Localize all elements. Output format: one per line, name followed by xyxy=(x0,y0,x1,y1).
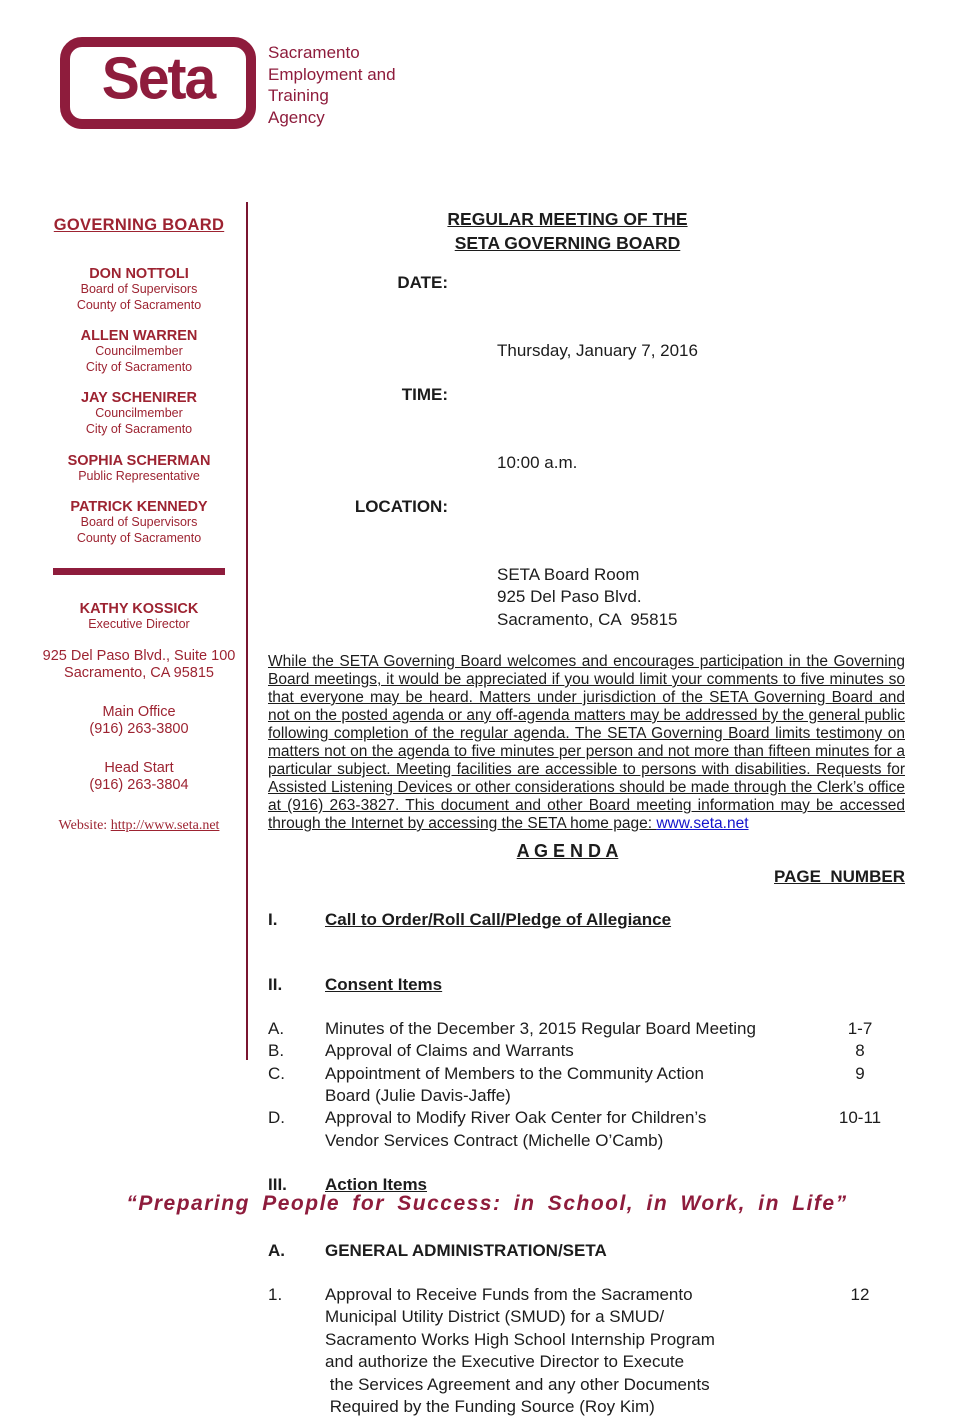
footer-motto: “Preparing People for Success: in School, in Work, in Life” xyxy=(126,1192,848,1215)
detail-label: DATE: xyxy=(397,273,448,292)
board-member-list xyxy=(40,266,238,546)
board-member-title: Public Representative xyxy=(78,468,200,483)
agenda-row-text-line: Minutes of the December 3, 2015 Regular Board Meeting xyxy=(325,1018,756,1038)
agenda-row-text-line: Required by the Funding Source (Roy Kim) xyxy=(325,1397,655,1417)
agenda-row-text-line: the Services Agreement and any other Documents xyxy=(325,1374,710,1394)
contact-list xyxy=(40,704,238,794)
agenda-row-text xyxy=(325,974,815,996)
agenda-row-page-number: 1-7 xyxy=(847,1018,873,1038)
contact-label: Head Start xyxy=(104,759,174,776)
agency-tagline-line: Sacramento xyxy=(268,43,360,62)
board-member-title: Councilmember xyxy=(95,406,183,421)
agenda-row-page-number: 8 xyxy=(855,1041,865,1061)
board-member xyxy=(40,328,238,375)
board-member xyxy=(40,390,238,437)
contact-block xyxy=(40,704,238,738)
board-member-titles xyxy=(40,406,238,437)
agency-tagline xyxy=(268,42,396,128)
board-member-title: County of Sacramento xyxy=(76,530,202,545)
agenda-row xyxy=(268,1284,905,1418)
agenda-row-page-number xyxy=(815,909,905,931)
agenda-row-label: 1. xyxy=(268,1285,283,1305)
meeting-detail-row xyxy=(268,384,905,474)
governing-board-heading: GOVERNING BOARD xyxy=(53,216,225,234)
meeting-title xyxy=(268,207,867,255)
executive-director xyxy=(40,601,238,633)
board-member-titles xyxy=(40,282,238,313)
board-member-titles xyxy=(40,344,238,375)
executive-director-title: Executive Director xyxy=(88,617,190,632)
agenda-row-text-line: Approval to Receive Funds from the Sacramento xyxy=(325,1285,693,1305)
seta-logo xyxy=(60,37,256,129)
board-member-name: JAY SCHENIRER xyxy=(80,390,198,407)
agenda-row-text xyxy=(325,909,815,931)
meeting-title-line2: SETA GOVERNING BOARD xyxy=(454,233,681,253)
board-member-titles xyxy=(40,469,238,485)
agenda-row-text xyxy=(325,1107,815,1152)
agenda-row-text xyxy=(325,1240,815,1262)
agenda-row-text-line: Sacramento Works High School Internship Program xyxy=(325,1329,715,1349)
detail-value-line: Thursday, January 7, 2016 xyxy=(497,340,698,360)
website-label: Website: xyxy=(58,817,111,833)
agenda-row-text-line: Consent Items xyxy=(325,975,443,995)
agenda-row-label: D. xyxy=(268,1108,285,1128)
agenda-row-text-line: Approval of Claims and Warrants xyxy=(325,1041,574,1061)
office-address xyxy=(40,648,238,682)
agenda-row-label: C. xyxy=(268,1063,285,1083)
detail-value-line: SETA Board Room xyxy=(497,564,640,584)
agenda-row-text-line: Board (Julie Davis-Jaffe) xyxy=(325,1086,511,1106)
agenda-row-text xyxy=(325,1284,815,1418)
agenda-row-text xyxy=(325,1063,815,1108)
agenda-row-label: I. xyxy=(268,910,278,929)
vertical-divider-rule xyxy=(246,202,248,1060)
website-line xyxy=(40,818,238,834)
agenda-row-page-number: 12 xyxy=(850,1285,870,1305)
agenda-row-label: A. xyxy=(268,1018,285,1038)
board-member-title: Board of Supervisors xyxy=(80,282,198,296)
agenda-row-page-number: 10-11 xyxy=(838,1108,882,1128)
contact-label: Main Office xyxy=(102,703,176,720)
board-member-title: City of Sacramento xyxy=(85,359,193,374)
agenda-row-text-line: Approval to Modify River Oak Center for Children’s xyxy=(325,1108,707,1128)
contact-block xyxy=(40,760,238,794)
board-member xyxy=(40,499,238,546)
agenda-row xyxy=(268,1063,905,1108)
agenda-row-page-number xyxy=(815,974,905,996)
board-member-name: PATRICK KENNEDY xyxy=(70,499,208,516)
agenda-row xyxy=(268,1240,905,1262)
agenda-row-list xyxy=(268,887,905,1419)
board-member-name: ALLEN WARREN xyxy=(80,328,198,345)
contact-phone: (916) 263-3800 xyxy=(89,720,189,737)
board-member-name: SOPHIA SCHERMAN xyxy=(67,452,211,469)
detail-value-line: Sacramento, CA 95815 xyxy=(497,609,678,629)
sidebar xyxy=(40,216,238,834)
meeting-details xyxy=(268,272,905,631)
agenda-row xyxy=(268,1107,905,1152)
agenda-heading: A G E N D A xyxy=(516,841,619,861)
board-member-title: Board of Supervisors xyxy=(80,515,198,530)
office-address-line: Sacramento, CA 95815 xyxy=(64,664,214,681)
board-member-title: Councilmember xyxy=(95,344,183,359)
page-number-heading: PAGE NUMBER xyxy=(774,867,905,886)
website-link[interactable]: http://www.seta.net xyxy=(110,817,220,833)
agenda-row-text xyxy=(325,1040,815,1062)
sidebar-divider-bar xyxy=(53,568,225,575)
agenda-row-text-line: Municipal Utility District (SMUD) for a SMUD/ xyxy=(325,1307,665,1327)
agenda-row-text-line: Vendor Services Contract (Michelle O’Camb) xyxy=(325,1130,664,1150)
agenda-row-text-line: Appointment of Members to the Community Action xyxy=(325,1063,704,1083)
detail-value-line: 925 Del Paso Blvd. xyxy=(497,587,642,606)
detail-value xyxy=(448,384,577,474)
agenda-row-page-number xyxy=(815,1240,905,1262)
agenda-row-page-number: 9 xyxy=(855,1063,865,1083)
meeting-detail-row xyxy=(268,496,905,631)
seta-logo-wordmark: Seta xyxy=(101,45,215,112)
agenda-row-text-line: Call to Order/Roll Call/Pledge of Allegiance xyxy=(325,910,672,929)
board-member xyxy=(40,453,238,485)
notice-text: While the SETA Governing Board welcomes and encourages participation in the Governing Board meetings, it would be appreciated if you would limit your comments to five minutes so that everyone may be heard. Matters under jurisdiction of the SETA Governing Board and not on the posted agenda or any off-agenda matters may be addressed by the general public following completion of the regular agenda. The SETA Governing Board limits testimony on matters not on the agenda to five minutes per person and not more than fifteen minutes for a particular subject. Meeting facilities are accessible to persons with disabilities. Requests for Assisted Listening Devices or other considerations should be made through the Clerk’s office at (916) 263-3827. This document and other Board meeting information may be accessed through the Internet by accessing the SETA home page: xyxy=(268,653,905,832)
agenda-row xyxy=(268,909,905,931)
meeting-detail-row xyxy=(268,272,905,362)
public-participation-notice xyxy=(268,653,905,833)
executive-director-name: KATHY KOSSICK xyxy=(79,601,199,618)
agenda-row-label: A. xyxy=(268,1240,285,1260)
notice-seta-link[interactable]: www.seta.net xyxy=(656,815,749,832)
detail-value xyxy=(448,496,678,631)
agenda-row-text xyxy=(325,1018,815,1040)
main-content xyxy=(268,200,905,1419)
agenda-row xyxy=(268,1018,905,1040)
board-member-titles xyxy=(40,515,238,546)
meeting-title-line1: REGULAR MEETING OF THE xyxy=(447,209,688,229)
agenda-row-text-line: GENERAL ADMINISTRATION/SETA xyxy=(325,1240,607,1260)
detail-value-line: 10:00 a.m. xyxy=(497,452,578,472)
agenda-row-text-line: and authorize the Executive Director to Execute xyxy=(325,1352,685,1372)
detail-label: LOCATION: xyxy=(354,497,448,516)
agenda-row-label: III. xyxy=(268,1175,287,1195)
detail-value xyxy=(448,272,698,362)
board-member-title: City of Sacramento xyxy=(85,421,193,436)
agency-tagline-line: Training xyxy=(268,86,329,105)
board-member-title: County of Sacramento xyxy=(76,297,202,312)
agenda-row-label: B. xyxy=(268,1041,285,1061)
agenda-row xyxy=(268,974,905,996)
agency-tagline-line: Employment and xyxy=(268,64,396,84)
board-member xyxy=(40,266,238,313)
agenda-row-text-line: Action Items xyxy=(325,1175,428,1195)
detail-label: TIME: xyxy=(401,385,448,404)
agenda-row-label: II. xyxy=(268,975,283,995)
board-member-name: DON NOTTOLI xyxy=(89,266,189,282)
agenda-row xyxy=(268,1040,905,1062)
contact-phone: (916) 263-3804 xyxy=(89,776,189,793)
agency-tagline-line: Agency xyxy=(268,107,325,127)
office-address-line: 925 Del Paso Blvd., Suite 100 xyxy=(42,647,236,664)
